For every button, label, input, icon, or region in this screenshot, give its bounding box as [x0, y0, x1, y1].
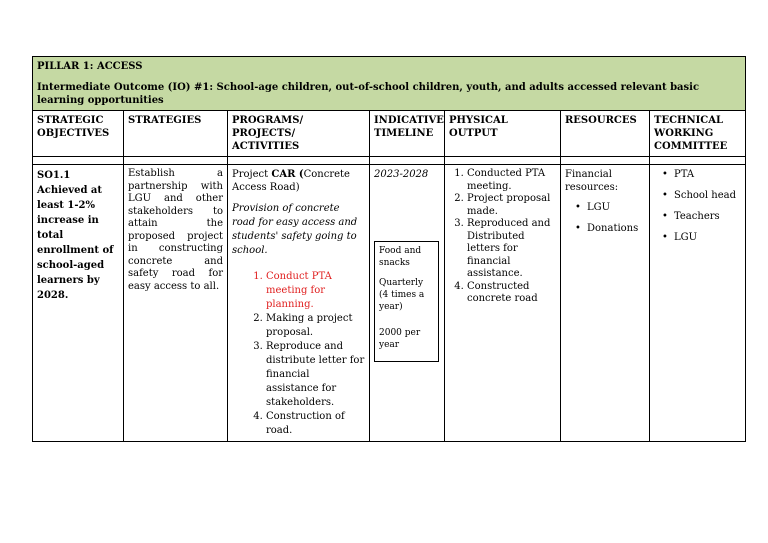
list-item: 1. Conducted PTA meeting. [467, 168, 556, 193]
list-item: • LGU [674, 231, 741, 244]
timeline-note-frequency: Quarterly (4 times a year) [379, 278, 425, 312]
list-item: • PTA [674, 168, 741, 181]
timeline-note-budget: 2000 per year [379, 328, 421, 350]
header-twc: TECHNICAL WORKING COMMITTEE [650, 111, 746, 157]
physical-output-cell [445, 165, 561, 442]
program-steps [232, 270, 365, 438]
timeline-note-food: Food and snacks [379, 246, 422, 268]
timeline-years: 2023-2028 [374, 169, 429, 180]
strategic-objective: SO1.1 Achieved at least 1-2% increase in total enrollment of school-aged learners by 2028. [33, 165, 124, 442]
pillar-cell [33, 57, 746, 111]
list-item: • LGU [587, 201, 645, 214]
list-item: 3. Reproduced and Distributed letters for financial assistance. [467, 218, 556, 281]
timeline-note-box [374, 241, 439, 362]
list-item: 2. Project proposal made. [467, 193, 556, 218]
header-output: PHYSICAL OUTPUT [445, 111, 561, 157]
intermediate-outcome: Intermediate Outcome (IO) #1: School-age children, out-of-school children, youth, and adults accessed relevant basic learning opportunities [37, 82, 700, 106]
table-row [33, 165, 746, 442]
output-list [449, 168, 556, 306]
committee-cell [650, 165, 746, 442]
header-objectives: STRATEGIC OBJECTIVES [33, 111, 124, 157]
list-item: 4. Construction of road. [266, 410, 365, 438]
resources-list [565, 201, 645, 235]
strategy-text: Establish a partnership with LGU and other stakeholders to attain the proposed project in constructing concrete and safety road for easy access to all. [124, 165, 228, 442]
committee-list [654, 168, 741, 244]
program-name: Project CAR (Concrete Access Road) [232, 169, 350, 193]
program-description: Provision of concrete road for easy access and students' safety going to school. [232, 203, 358, 256]
spacer-row [33, 157, 746, 165]
list-item: • Donations [587, 222, 645, 235]
list-item: 2. Making a project proposal. [266, 312, 365, 340]
plan-document [32, 56, 745, 442]
program-cell [228, 165, 370, 442]
list-item: • School head [674, 189, 741, 202]
pillar-title: PILLAR 1: ACCESS [37, 61, 143, 72]
header-programs: PROGRAMS/ PROJECTS/ ACTIVITIES [228, 111, 370, 157]
header-timeline: INDICATIVE TIMELINE [370, 111, 445, 157]
timeline-cell [370, 165, 445, 442]
pillar-header-row [33, 57, 746, 111]
list-item: 4. Constructed concrete road [467, 281, 556, 306]
list-item: • Teachers [674, 210, 741, 223]
header-strategies: STRATEGIES [124, 111, 228, 157]
list-item: 1. Conduct PTA meeting for planning. [266, 270, 365, 312]
header-resources: RESOURCES [561, 111, 650, 157]
access-plan-table [32, 56, 746, 442]
resources-cell [561, 165, 650, 442]
column-header-row [33, 111, 746, 157]
list-item: 3. Reproduce and distribute letter for financial assistance for stakeholders. [266, 340, 365, 410]
resources-label: Financial resources: [565, 169, 619, 193]
